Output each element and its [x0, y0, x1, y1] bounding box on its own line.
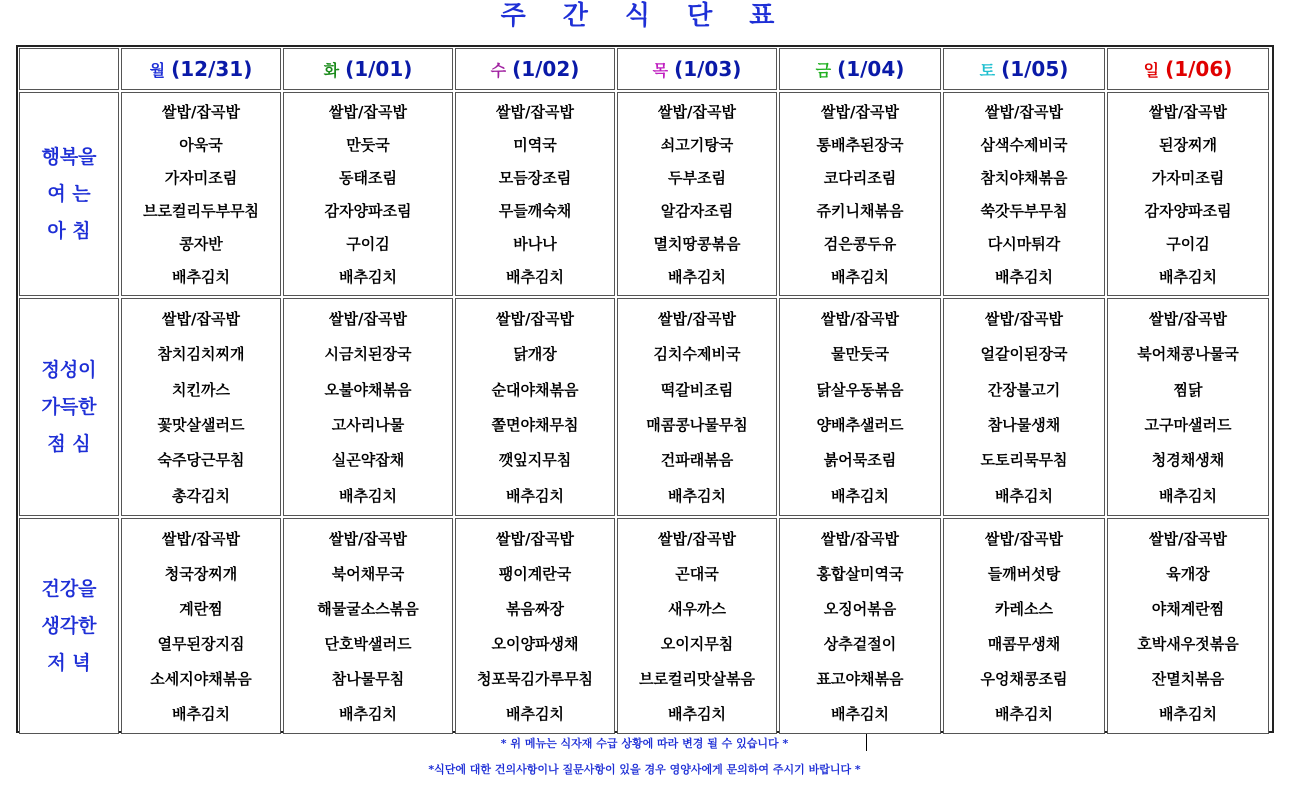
text-cursor [866, 734, 867, 751]
menu-item: 야채계란찜 [1151, 600, 1225, 618]
menu-item: 멸치땅콩볶음 [653, 235, 741, 253]
menu-item: 쌀밥/잡곡밥 [329, 530, 407, 548]
menu-item: 매콤무생채 [987, 635, 1061, 653]
menu-item: 쌀밥/잡곡밥 [985, 310, 1063, 329]
menu-item: 쌀밥/잡곡밥 [162, 103, 240, 121]
menu-item: 삼색수제비국 [980, 136, 1068, 154]
menu-item: 쌀밥/잡곡밥 [821, 310, 899, 329]
menu-item: 잔멸치볶음 [1151, 670, 1225, 688]
menu-item: 쌀밥/잡곡밥 [496, 103, 574, 121]
menu-item: 쌀밥/잡곡밥 [1149, 310, 1227, 329]
menu-item: 다시마튀각 [987, 235, 1061, 253]
menu-item: 닭살우동볶음 [816, 380, 904, 399]
menu-item: 떡갈비조림 [660, 380, 734, 399]
menu-item: 김치수제비국 [653, 345, 741, 364]
menu-item: 배추김치 [831, 486, 889, 505]
menu-item: 브로컬리맛살볶음 [639, 670, 755, 688]
weekly-menu-table [16, 45, 1274, 733]
menu-item: 육개장 [1166, 565, 1210, 583]
day-date: (1/03) [674, 57, 742, 81]
menu-item: 배추김치 [668, 486, 726, 505]
menu-item: 카레소스 [995, 600, 1053, 618]
menu-item: 닭개장 [513, 345, 557, 364]
menu-item: 참치야채볶음 [980, 169, 1068, 187]
menu-item: 꽃맛살샐러드 [157, 416, 245, 435]
menu-item: 간장불고기 [987, 380, 1061, 399]
day-header-2 [455, 48, 615, 90]
day-header-3 [617, 48, 777, 90]
menu-item: 쌀밥/잡곡밥 [985, 103, 1063, 121]
menu-item: 단호박샐러드 [324, 635, 412, 653]
menu-item: 쌀밥/잡곡밥 [496, 530, 574, 548]
menu-item: 얼갈이된장국 [980, 345, 1068, 364]
day-name: 일 [1143, 60, 1160, 80]
day-date: (1/02) [512, 57, 580, 81]
menu-cell [617, 298, 777, 516]
menu-item: 오이양파생채 [491, 635, 579, 653]
menu-cell [455, 92, 615, 296]
menu-item: 계란찜 [179, 600, 223, 618]
menu-item: 오징어볶음 [823, 600, 897, 618]
menu-cell [121, 518, 281, 734]
menu-item: 배추김치 [506, 705, 564, 723]
menu-item: 배추김치 [172, 705, 230, 723]
meal-label-line: 가득한 [41, 395, 97, 418]
menu-cell [943, 518, 1105, 734]
menu-cell [455, 298, 615, 516]
meal-label-2 [19, 518, 119, 734]
menu-cell [1107, 298, 1269, 516]
menu-item: 두부조림 [668, 169, 726, 187]
menu-item: 배추김치 [1159, 268, 1217, 286]
menu-item: 참나물생채 [987, 416, 1061, 435]
menu-item: 상추겉절이 [823, 635, 897, 653]
menu-item: 모듬장조림 [498, 169, 572, 187]
meal-label-line: 건강을 [41, 577, 97, 600]
menu-item: 브로컬리두부무침 [143, 202, 259, 220]
menu-cell [943, 298, 1105, 516]
menu-item: 배추김치 [506, 268, 564, 286]
menu-item: 배추김치 [995, 486, 1053, 505]
menu-item: 청국장찌개 [164, 565, 238, 583]
menu-item: 건파래볶음 [660, 451, 734, 470]
menu-item: 열무된장지짐 [157, 635, 245, 653]
day-name: 목 [652, 60, 669, 80]
menu-item: 호박새우젓볶음 [1137, 635, 1239, 653]
menu-item: 배추김치 [995, 268, 1053, 286]
menu-item: 배추김치 [339, 486, 397, 505]
menu-cell [283, 518, 453, 734]
day-name: 금 [815, 60, 832, 80]
menu-item: 쌀밥/잡곡밥 [821, 530, 899, 548]
menu-cell [1107, 518, 1269, 734]
menu-item: 양배추샐러드 [816, 416, 904, 435]
menu-item: 쌀밥/잡곡밥 [162, 530, 240, 548]
menu-item: 도토리묵무침 [980, 451, 1068, 470]
menu-item: 동태조림 [339, 169, 397, 187]
menu-item: 팽이계란국 [498, 565, 572, 583]
menu-item: 쌀밥/잡곡밥 [658, 103, 736, 121]
menu-item: 구이김 [1166, 235, 1210, 253]
menu-cell [455, 518, 615, 734]
meal-label-line: 아 침 [47, 219, 91, 242]
menu-change-notice: * 위 메뉴는 식자재 수급 상황에 따라 변경 될 수 있습니다 * [500, 737, 789, 750]
menu-item: 검은콩두유 [823, 235, 897, 253]
menu-item: 붉어묵조림 [823, 451, 897, 470]
day-header-1 [283, 48, 453, 90]
menu-item: 들깨버섯탕 [987, 565, 1061, 583]
day-name: 월 [149, 60, 166, 80]
menu-item: 배추김치 [668, 268, 726, 286]
meal-label-line: 여 는 [47, 182, 91, 205]
day-header-6 [1107, 48, 1269, 90]
menu-item: 배추김치 [1159, 705, 1217, 723]
day-date: (1/04) [837, 57, 905, 81]
menu-item: 콩자반 [179, 235, 223, 253]
day-header-4 [779, 48, 941, 90]
menu-item: 쌀밥/잡곡밥 [1149, 530, 1227, 548]
menu-item: 배추김치 [339, 268, 397, 286]
menu-item: 감자양파조림 [1144, 202, 1232, 220]
meal-label-line: 저 녁 [47, 651, 91, 674]
menu-item: 쌀밥/잡곡밥 [658, 310, 736, 329]
menu-cell [779, 92, 941, 296]
menu-cell [1107, 92, 1269, 296]
page-title: 주 간 식 단 표 [500, 1, 789, 31]
meal-label-0 [19, 92, 119, 296]
menu-item: 순대야채볶음 [491, 380, 579, 399]
menu-cell [779, 298, 941, 516]
meal-label-line: 점 심 [47, 432, 91, 455]
day-date: (1/01) [345, 57, 413, 81]
menu-item: 쌀밥/잡곡밥 [985, 530, 1063, 548]
menu-item: 시금치된장국 [324, 345, 412, 364]
menu-item: 볶음짜장 [506, 600, 564, 618]
menu-cell [943, 92, 1105, 296]
menu-item: 깻잎지무침 [498, 451, 572, 470]
menu-item: 청경채생채 [1151, 451, 1225, 470]
menu-item: 배추김치 [1159, 486, 1217, 505]
meal-label-line: 행복을 [41, 145, 97, 168]
menu-cell [617, 92, 777, 296]
menu-item: 바나나 [513, 235, 557, 253]
menu-item: 고구마샐러드 [1144, 416, 1232, 435]
menu-item: 쇠고기탕국 [660, 136, 734, 154]
menu-item: 우엉채콩조림 [980, 670, 1068, 688]
menu-item: 매콤콩나물무침 [646, 416, 748, 435]
menu-item: 쌀밥/잡곡밥 [821, 103, 899, 121]
menu-item: 배추김치 [831, 268, 889, 286]
menu-cell [779, 518, 941, 734]
menu-item: 소세지야채볶음 [150, 670, 252, 688]
menu-item: 통배추된장국 [816, 136, 904, 154]
day-name: 수 [490, 60, 507, 80]
day-name: 토 [979, 60, 996, 80]
day-name: 화 [323, 60, 340, 80]
menu-item: 쥬키니채볶음 [816, 202, 904, 220]
inquiry-notice: *식단에 대한 건의사항이나 질문사항이 있을 경우 영양사에게 문의하여 주시기 바랍니다 * [428, 763, 861, 776]
menu-item: 북어채무국 [331, 565, 405, 583]
menu-item: 무들깨숙채 [498, 202, 572, 220]
menu-item: 실곤약잡채 [331, 451, 405, 470]
menu-item: 쫄면야채무침 [491, 416, 579, 435]
menu-item: 참나물무침 [331, 670, 405, 688]
menu-item: 곤대국 [675, 565, 719, 583]
menu-item: 해물굴소스볶음 [317, 600, 419, 618]
menu-item: 쌀밥/잡곡밥 [496, 310, 574, 329]
menu-item: 숙주당근무침 [157, 451, 245, 470]
menu-item: 배추김치 [172, 268, 230, 286]
menu-item: 참치김치찌개 [157, 345, 245, 364]
menu-item: 배추김치 [831, 705, 889, 723]
menu-item: 쌀밥/잡곡밥 [1149, 103, 1227, 121]
menu-cell [121, 92, 281, 296]
meal-label-line: 생각한 [41, 614, 97, 637]
menu-item: 오이지무침 [660, 635, 734, 653]
menu-item: 알감자조림 [660, 202, 734, 220]
menu-item: 표고야채볶음 [816, 670, 904, 688]
menu-item: 된장찌개 [1159, 136, 1217, 154]
menu-item: 쌀밥/잡곡밥 [658, 530, 736, 548]
day-header-0 [121, 48, 281, 90]
menu-item: 만둣국 [346, 136, 390, 154]
menu-item: 코다리조림 [823, 169, 897, 187]
menu-item: 가자미조림 [164, 169, 238, 187]
day-date: (1/05) [1001, 57, 1069, 81]
menu-item: 배추김치 [668, 705, 726, 723]
menu-item: 쌀밥/잡곡밥 [329, 310, 407, 329]
meal-label-line: 정성이 [41, 358, 97, 381]
meal-label-1 [19, 298, 119, 516]
menu-item: 가자미조림 [1151, 169, 1225, 187]
menu-item: 오불야채볶음 [324, 380, 412, 399]
day-date: (1/06) [1165, 57, 1233, 81]
day-header-5 [943, 48, 1105, 90]
menu-item: 배추김치 [995, 705, 1053, 723]
menu-item: 감자양파조림 [324, 202, 412, 220]
menu-item: 배추김치 [506, 486, 564, 505]
menu-item: 청포묵김가루무침 [477, 670, 593, 688]
menu-cell [617, 518, 777, 734]
menu-cell [121, 298, 281, 516]
menu-cell [283, 92, 453, 296]
menu-item: 구이김 [346, 235, 390, 253]
day-date: (12/31) [171, 57, 253, 81]
menu-item: 홍합살미역국 [816, 565, 904, 583]
menu-item: 새우까스 [668, 600, 726, 618]
table-corner-cell [19, 48, 119, 90]
menu-cell [283, 298, 453, 516]
menu-item: 총각김치 [172, 486, 230, 505]
menu-item: 배추김치 [339, 705, 397, 723]
menu-item: 아욱국 [179, 136, 223, 154]
menu-item: 쌀밥/잡곡밥 [329, 103, 407, 121]
menu-item: 물만둣국 [831, 345, 889, 364]
menu-item: 북어채콩나물국 [1137, 345, 1239, 364]
menu-item: 미역국 [513, 136, 557, 154]
menu-item: 고사리나물 [331, 416, 405, 435]
menu-item: 쑥갓두부무침 [980, 202, 1068, 220]
menu-item: 쌀밥/잡곡밥 [162, 310, 240, 329]
menu-item: 찜닭 [1173, 380, 1203, 399]
menu-item: 치킨까스 [172, 380, 230, 399]
